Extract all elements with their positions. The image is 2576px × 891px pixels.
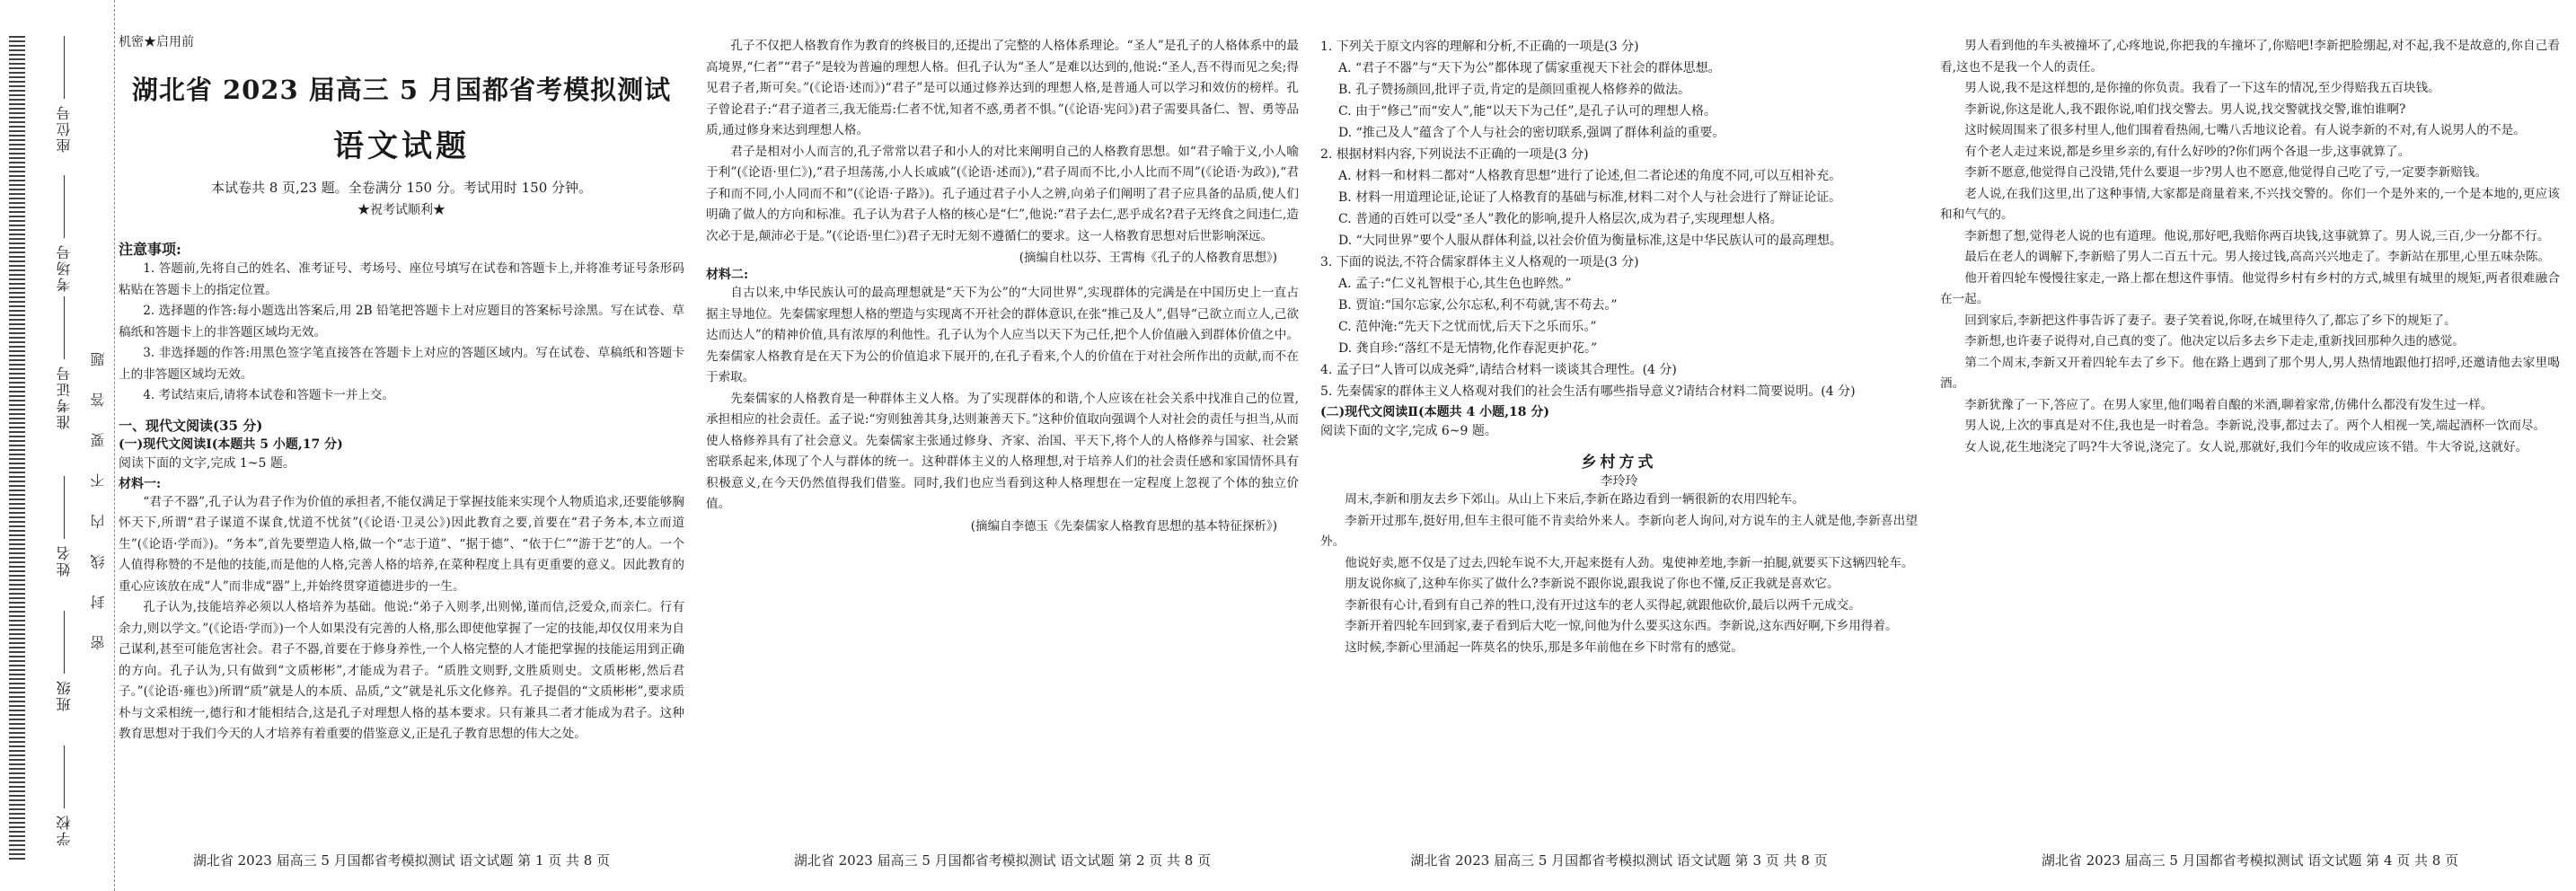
sub-section-heading: (二)现代文阅读Ⅱ(本题共 4 小题,18 分) bbox=[1320, 405, 1550, 419]
question-3: 3. 下面的说法,不符合儒家群体主义人格观的一项是(3 分) bbox=[1320, 255, 1639, 269]
page-1 bbox=[119, 0, 684, 891]
page-2 bbox=[706, 0, 1299, 891]
page-3 bbox=[1320, 0, 1918, 891]
story-paragraph: 李新说,你这是讹人,我不跟你说,咱们找交警去。男人说,找交警就找交警,谁怕谁啊? bbox=[1964, 101, 2406, 117]
story-paragraph: 李新开着四轮车回到家,妻子看到后大吃一惊,问他为什么要买这东西。李新说,这东西好啊,下乡用得着。 bbox=[1345, 619, 1898, 633]
story-paragraph: 朋友说你疯了,这种车你买了做什么?李新说不跟你说,跟我说了你也不懂,反正我就是喜欢它。 bbox=[1345, 577, 1839, 591]
story-paragraph: 男人说,我不是这样想的,是你撞的你负责。我看了一下这车的情况,至少得赔我五百块钱。 bbox=[1964, 81, 2440, 95]
story-paragraph: 最后在老人的调解下,李新赔了男人二百五十元。男人接过钱,高高兴兴地走了。李新站在那里,心里五味杂陈。 bbox=[1964, 250, 2551, 264]
story-paragraph: 李新想了想,觉得老人说的也有道理。他说,那好吧,我赔你两百块钱,这事就算了。男人说,三百,少一分都不行。 bbox=[1964, 228, 2550, 243]
story-paragraph: 女人说,花生地浇完了吗?牛大爷说,浇完了。女人说,那就好,我们今年的收成应该不错。牛大爷说,这就好。 bbox=[1964, 439, 2528, 454]
story-paragraph: 这时候周围来了很多村里人,他们围着看热闹,七嘴八舌地议论着。有人说李新的不对,有人说男人的不是。 bbox=[1964, 123, 2526, 137]
option: B. 孔子赞扬颜回,批评子贡,肯定的是颜回重视人格修养的做法。 bbox=[1338, 83, 1691, 97]
body-paragraph: 孔子不仅把人格教育作为教育的终极目的,还提出了完整的人格体系理论。“圣人”是孔子的人格体系中的最高境界,“仁者”“君子”是较为普遍的理想人格。但孔子认为“圣人”是难以达到的,他说:“圣人,吾不得而见之矣;得见君子者,斯可矣。”(《论语·述而》)“君子”是可以通过修养达到的理想人格,是普通人可以学习和效仿的榜样。孔子曾论君子:“君子道者三,我无能焉:仁者不忧,知者不惑,勇者不惧。”(《论语·宪问》)君子需要具备仁、智、勇等品质,通过修身来达到理想人格。 bbox=[706, 39, 1299, 137]
ticket-number-field: 准考证号 bbox=[54, 296, 75, 429]
page-footer: 湖北省 2023 届高三 5 月国都省考模拟测试 语文试题 第 1 页 共 8 页 bbox=[192, 852, 611, 869]
option: D. “推己及人”蕴含了个人与社会的密切联系,强调了群体利益的重要。 bbox=[1338, 126, 1725, 140]
page-footer: 湖北省 2023 届高三 5 月国都省考模拟测试 语文试题 第 2 页 共 8 页 bbox=[793, 852, 1212, 869]
secret-label: 机密★启用前 bbox=[119, 35, 194, 49]
option: D. 龚自珍:“落红不是无情物,化作春泥更护花。” bbox=[1338, 341, 1598, 356]
notes-title: 注意事项: bbox=[119, 241, 181, 258]
sub-section-heading: (一)现代文阅读Ⅰ(本题共 5 小题,17 分) bbox=[119, 437, 343, 452]
option: A. 材料一和材料二都对“人格教育思想”进行了论述,但二者论述的角度不同,可以互相补充。 bbox=[1338, 169, 1842, 183]
story-paragraph: 他说好卖,愿不仅是了过去,四轮车说不大,开起来挺有人劲。鬼使神差地,李新一拍腿,就要买下这辆四轮车。 bbox=[1345, 555, 1914, 570]
story-paragraph: 周末,李新和朋友去乡下郊山。从山上下来后,李新在路边看到一辆很新的农用四轮车。 bbox=[1345, 492, 1804, 507]
body-paragraph: 孔子认为,技能培养必须以人格培养为基础。他说:“弟子入则孝,出则悌,谨而信,泛爱众,而亲仁。行有余力,则以学文。”(《论语·学而》)一个人如果没有完善的人格,那么即使他掌握了一定的技能,却仅仅用来为自己谋利,甚至可能危害社会。君子不器,首要在于修身养性,一个人格完整的人才能把掌握的技能运用到正确的方向。孔子认为,只有做到“文质彬彬”,才能成为君子。“质胜文则野,文胜质则史。文质彬彬,然后君子。”(《论语·雍也》)所谓“质”就是人的本质、品质,“文”就是礼乐文化修养。孔子提倡的“文质彬彬”,要求质朴与文采相统一,德行和才能相结合,这是孔子对理想人格的基本要求。只有兼具二者才能成为君子。这种教育思想对于我们今天的人才培养有着重要的借鉴意义,正是孔子教育思想的伟大之处。 bbox=[119, 600, 684, 741]
question-2: 2. 根据材料内容,下列说法不正确的一项是(3 分) bbox=[1320, 147, 1589, 162]
binding-stripe bbox=[9, 36, 25, 862]
option: C. 范仲淹:“先天下之忧而忧,后天下之乐而乐。” bbox=[1338, 320, 1597, 334]
story-paragraph: 他开着四轮车慢慢往家走,一路上都在想这件事情。他觉得乡村有乡村的方式,城里有城里的规矩,两者很难融合在一起。 bbox=[1940, 270, 2560, 306]
school-field: 学校 bbox=[54, 745, 75, 846]
story-paragraph: 回到家后,李新把这件事告诉了妻子。妻子笑着说,你呀,在城里待久了,都忘了乡下的规矩了。 bbox=[1964, 313, 2457, 328]
section-heading: 一、现代文阅读(35 分) bbox=[119, 417, 263, 434]
story-paragraph: 这时候,李新心里涌起一阵莫名的快乐,那是多年前他在乡下时常有的感觉。 bbox=[1345, 640, 1743, 655]
page-4 bbox=[1940, 0, 2560, 891]
story-paragraph: 李新犹豫了一下,答应了。在男人家里,他们喝着自酿的米酒,聊着家常,仿佛什么都没有发生过一样。 bbox=[1964, 397, 2493, 412]
story-paragraph: 李新很有心计,看到有自己养的牲口,没有开过这车的老人买得起,就跟他砍价,最后以两千元成交。 bbox=[1345, 597, 1861, 613]
body-paragraph: 君子是相对小人而言的,孔子常常以君子和小人的对比来阐明自己的人格教育思想。如“君子喻于义,小人喻于利”(《论语·里仁》),“君子坦荡荡,小人长戚戚”(《论语·述而》),“君子周而不比,小人比而不周”(《论语·为政》),“君子和而不同,小人同而不和”(《论语·子路》)。孔子通过君子小人之辨,向弟子们阐明了君子应具备的品质,使人们明确了做人的方向和标准。孔子认为君子人格的核心是“仁”,他说:“君子去仁,恶乎成名?君子无终食之间违仁,造次必于是,颠沛必于是。”(《论语·里仁》)君子无时无刻不遵循仁的要求。这一人格教育思想对后世影响深远。 bbox=[706, 144, 1299, 243]
option: A. “君子不器”与“天下为公”都体现了儒家重视天下社会的群体思想。 bbox=[1338, 61, 1721, 75]
subject-title: 语文试题 bbox=[333, 128, 470, 164]
exam-room-field: 考场号 bbox=[54, 175, 75, 292]
name-field: 姓名 bbox=[54, 476, 75, 577]
option: D. “大同世界”要个人服从群体利益,以社会价值为衡量标准,这是中华民族认可的最高理想。 bbox=[1338, 234, 1842, 248]
exam-wish: ★祝考试顺利★ bbox=[357, 203, 446, 217]
story-author: 李玲玲 bbox=[1600, 474, 1638, 489]
exam-meta: 本试卷共 8 页,23 题。全卷满分 150 分。考试用时 150 分钟。 bbox=[210, 180, 593, 196]
note-item: 1. 答题前,先将自己的姓名、准考证号、考场号、座位号填写在试卷和答题卡上,并将准考证号条形码粘贴在答题卡上的指定位置。 bbox=[119, 261, 684, 297]
question-5: 5. 先秦儒家的群体主义人格观对我们的社会生活有哪些指导意义?请结合材料二简要说明。(4 分) bbox=[1320, 384, 1856, 399]
exam-title: 湖北省 2023 届高三 5 月国都省考模拟测试 bbox=[131, 75, 672, 105]
option: C. 普通的百姓可以受“圣人”教化的影响,提升人格层次,成为君子,实现理想人格。 bbox=[1338, 212, 1783, 226]
story-paragraph: 男人说,上次的事真是对不住,我也是一时着急。李新说,没事,都过去了。两个人相视一笑,端起酒杯一饮而尽。 bbox=[1964, 419, 2546, 433]
material-label: 材料一: bbox=[119, 476, 162, 491]
binding-margin bbox=[0, 0, 115, 891]
seat-number-field: 座位号 bbox=[54, 36, 75, 153]
story-paragraph: 李新不愿意,他觉得自己没错,凭什么要退一步?男人也不愿意,他觉得自己吃了亏,一定要李新赔钱。 bbox=[1964, 165, 2488, 180]
story-paragraph: 李新开过那车,挺好用,但车主很可能不肯卖给外来人。李新向老人询问,对方说车的主人就是他,李新喜出望外。 bbox=[1320, 513, 1918, 549]
class-field: 班级 bbox=[54, 611, 75, 711]
source-citation: (摘编自李德玉《先秦儒家人格教育思想的基本特征探析》) bbox=[970, 518, 1277, 534]
reading-instruction: 阅读下面的文字,完成 6~9 题。 bbox=[1320, 424, 1497, 438]
body-paragraph: “君子不器”,孔子认为君子作为价值的承担者,不能仅满足于掌握技能来实现个人物质追求,还要能够胸怀天下,所谓“君子谋道不谋食,忧道不忧贫”(《论语·卫灵公》)因此教育之要,首要在“君子务本,本立而道生”(《论语·学而》)。“务本”,首先要塑造人格,做一个“志于道”、“据于德”、“依于仁”“游于艺”的人。一个人值得称赞的不是他的技能,而是他的人格,完善人格的培养,在菜种程度上具有更重要的意义。因此教育的重心应该放在成“人”而非成“器”上,并始终贯穿道德进步的一生。 bbox=[119, 494, 684, 594]
story-paragraph: 老人说,在我们这里,出了这种事情,大家都是商量着来,不兴找交警的。你们一个是外来的,一个是本地的,更应该和和气气的。 bbox=[1940, 186, 2560, 222]
body-paragraph: 先秦儒家的人格教育是一种群体主义人格。为了实现群体的和谐,个人应该在社会关系中找准自己的位置,承担相应的社会责任。孟子说:“穷则独善其身,达则兼善天下。”这种价值取向强调个人对社会的责任与担当,从而使人格修养具有了社会意义。先秦儒家主张通过修身、齐家、治国、平天下,将个人的人格修养与国家、社会紧密联系起来,体现了个人与群体的统一。这种群体主义的人格理想,对于培养人们的社会责任感和家国情怀具有积极意义,在今天仍然值得我们借鉴。同时,我们也应当看到这种人格理想在一定程度上忽视了个体的独立价值。 bbox=[706, 391, 1299, 511]
story-title: 乡村方式 bbox=[1581, 454, 1657, 472]
option: A. 孟子:“仁义礼智根于心,其生色也睟然。” bbox=[1338, 277, 1572, 291]
material-label: 材料二: bbox=[706, 268, 749, 282]
note-item: 4. 考试结束后,请将本试卷和答题卡一并上交。 bbox=[143, 388, 395, 402]
source-citation: (摘编自杜以芬、王霄梅《孔子的人格教育思想》) bbox=[1019, 251, 1277, 265]
story-paragraph: 有个老人走过来说,都是乡里乡亲的,有什么好吵的?你们两个各退一步,这事就算了。 bbox=[1964, 144, 2411, 159]
page-footer: 湖北省 2023 届高三 5 月国都省考模拟测试 语文试题 第 4 页 共 8 页 bbox=[2041, 852, 2459, 869]
page-footer: 湖北省 2023 届高三 5 月国都省考模拟测试 语文试题 第 3 页 共 8 页 bbox=[1410, 852, 1828, 869]
story-paragraph: 李新想,也许妻子说得对,自己真的变了。他决定以后多去乡下走走,重新找回那种久违的感觉。 bbox=[1964, 334, 2465, 348]
story-paragraph: 第二个周末,李新又开着四轮车去了乡下。他在路上遇到了那个男人,男人热情地跟他打招呼,还邀请他去家里喝酒。 bbox=[1940, 355, 2560, 391]
option: B. 材料一用道理论证,论证了人格教育的基础与标准,材料二对个人与社会进行了辩证论证。 bbox=[1338, 190, 1842, 205]
reading-instruction: 阅读下面的文字,完成 1~5 题。 bbox=[119, 455, 296, 471]
question-1: 1. 下列关于原文内容的理解和分析,不正确的一项是(3 分) bbox=[1320, 40, 1639, 54]
option: B. 贾谊:“国尔忘家,公尔忘私,利不苟就,害不苟去。” bbox=[1338, 298, 1618, 313]
story-paragraph: 男人看到他的车头被撞坏了,心疼地说,你把我的车撞坏了,你赔吧!李新把脸绷起,对不起,我不是故意的,你自己看看,这也不是我一个人的责任。 bbox=[1940, 39, 2560, 75]
note-item: 3. 非选择题的作答:用黑色签字笔直接答在答题卡上对应的答题区域内。写在试卷、草稿纸和答题卡上的非答题区域均无效。 bbox=[119, 346, 684, 382]
note-item: 2. 选择题的作答:每小题选出答案后,用 2B 铅笔把答题卡上对应题目的答案标号涂黑。写在试卷、草稿纸和答题卡上的非答题区域均无效。 bbox=[119, 304, 684, 340]
body-paragraph: 自古以来,中华民族认可的最高理想就是“天下为公”的“大同世界”,实现群体的完满是在中国历史上一直占据主导地位。先秦儒家理想人格的塑造与实现离不开社会的群体意识,在张“推己及人”,倡导“己欲立而立人,己欲达而达人”的精神价值,具有浓厚的利他性。孔子认为个人应当以天下为己任,把个人价值融入到群体价值之中。先秦儒家人格教育是在天下为公的价值追求下展开的,在孔子看来,个人的价值在于对社会所作出的贡献,而不在于索取。 bbox=[706, 286, 1299, 384]
seal-line-text: 密 封 线 内 不 要 答 题 bbox=[90, 341, 107, 650]
question-4: 4. 孟子曰“人皆可以成尧舜”,请结合材料一谈谈其合理性。(4 分) bbox=[1320, 363, 1677, 377]
option: C. 由于“修己”而“安人”,能“以天下为己任”,是孔子认可的理想人格。 bbox=[1338, 104, 1716, 119]
